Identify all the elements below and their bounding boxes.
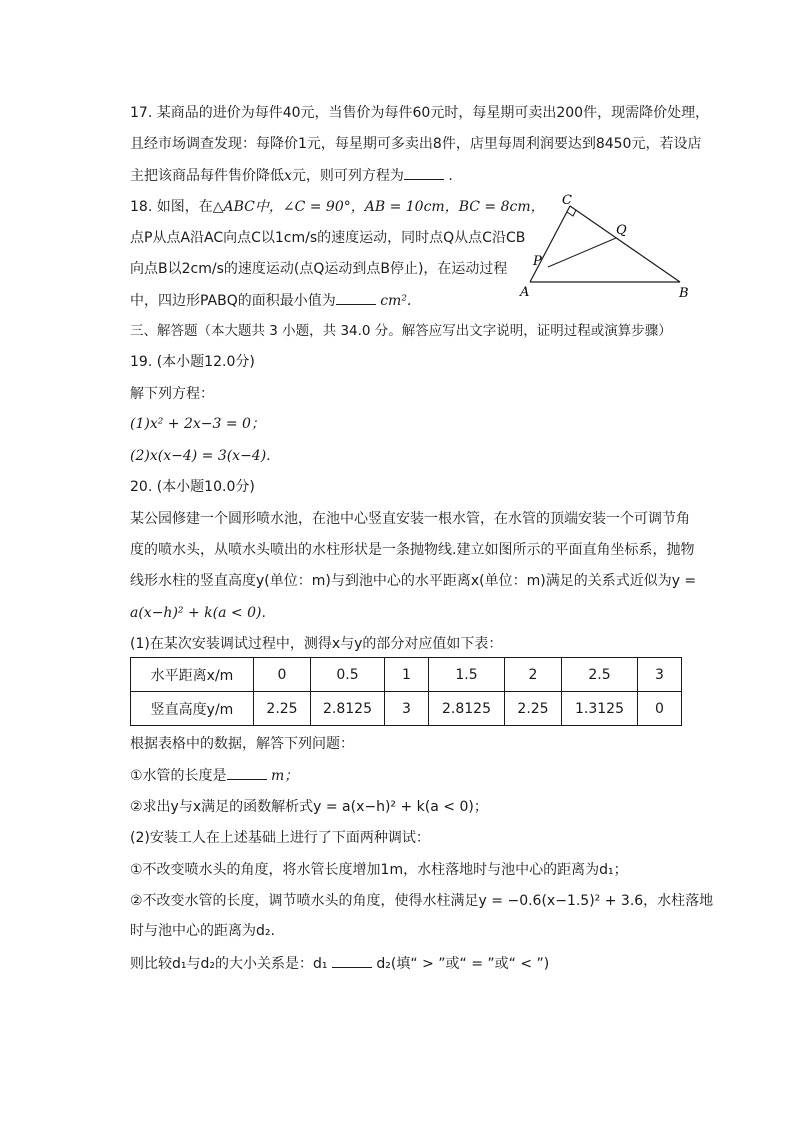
q20-after-table: 根据表格中的数据，解答下列问题： — [130, 736, 354, 752]
q17-line1: 17. 某商品的进价为每件40元，当售价为每件60元时，每星期可卖出200件，现需降价处理， — [130, 105, 710, 121]
q18-line2: 点P从点A沿AC向点C以1cm/s的速度运动，同时点Q从点C沿CB — [130, 230, 526, 246]
table-row-label: 竖直高度y/m — [131, 692, 254, 726]
q20-adj2: ②不改变水管的长度，调节喷水头的角度，使得水柱满足y = −0.6(x−1.5)² + 3.6，水柱落地 — [130, 893, 714, 909]
table-cell: 0 — [638, 692, 682, 726]
label-p: P — [533, 254, 542, 269]
q19-header: 19. (本小题12.0分) — [130, 354, 255, 370]
q18-line4 — [130, 290, 411, 312]
table-cell: 0.5 — [311, 658, 385, 692]
q19-intro: 解下列方程： — [130, 386, 214, 402]
label-a: A — [520, 285, 530, 300]
q20-compare — [130, 953, 549, 975]
q18-line1-math: △ABC中，∠C = 90°，AB = 10cm，BC = 8cm， — [212, 199, 545, 215]
q18-unit: cm². — [375, 293, 412, 309]
q20-p2: 度的喷水头，从喷水头喷出的水柱形状是一条抛物线.建立如图所示的平面直角坐标系，抛物 — [130, 542, 695, 558]
q17-line3-text2: 元，则可列方程为 — [291, 168, 404, 184]
table-cell: 2.8125 — [311, 692, 385, 726]
triangle-figure — [515, 192, 695, 302]
q20-sub1 — [130, 765, 298, 787]
side-cb — [570, 206, 680, 282]
q20-compare-text: 则比较d₁与d₂的大小关系是：d₁ — [130, 956, 332, 972]
q17-line3-text: 主把该商品每件售价降低 — [130, 168, 284, 184]
q20-p4: a(x−h)² + k(a < 0). — [130, 605, 266, 621]
table-cell: 2.5 — [562, 658, 638, 692]
table-cell: 1.5 — [429, 658, 505, 692]
q18-line1-text: 18. 如图，在 — [130, 199, 213, 215]
q20-p3: 线形水柱的竖直高度y(单位：m)与到池中心的水平距离x(单位：m)满足的关系式近似为y = — [130, 573, 697, 589]
table-row — [131, 658, 682, 692]
segment-pq — [548, 238, 616, 267]
label-b: B — [679, 286, 689, 301]
q20-part1: (1)在某次安装调试过程中，测得x与y的部分对应值如下表： — [130, 636, 503, 652]
q17-line3-end: . — [443, 168, 453, 184]
q20-header: 20. (本小题10.0分) — [130, 479, 255, 495]
q17-answer-blank[interactable] — [404, 165, 444, 180]
table-cell: 0 — [254, 658, 311, 692]
table-cell: 2.25 — [254, 692, 311, 726]
table-cell: 1 — [385, 658, 429, 692]
q20-sub1-blank[interactable] — [227, 765, 267, 780]
table-cell: 2.25 — [505, 692, 562, 726]
q20-sub1-text: ①水管的长度是 — [130, 768, 227, 784]
q20-p1: 某公园修建一个圆形喷水池，在池中心竖直安装一根水管，在水管的顶端安装一个可调节角 — [130, 511, 690, 527]
q17-line2: 且经市场调查发现：每降价1元，每星期可多卖出8件，店里每周利润要达到8450元，若设店 — [130, 136, 702, 152]
table-cell: 3 — [638, 658, 682, 692]
table-cell: 2.8125 — [429, 692, 505, 726]
q19-eq2: (2)x(x−4) = 3(x−4). — [130, 448, 271, 464]
q18-line4-text: 中，四边形PABQ的面积最小值为 — [130, 293, 336, 309]
q17-line3 — [130, 165, 453, 187]
table-cell: 2 — [505, 658, 562, 692]
q20-part2: (2)安装工人在上述基础上进行了下面两种调试： — [130, 830, 430, 846]
table-row-label: 水平距离x/m — [131, 658, 254, 692]
right-angle-mark — [567, 210, 576, 216]
q18-line1 — [130, 197, 545, 219]
side-ac — [530, 206, 570, 282]
table-row — [131, 692, 682, 726]
q17-variable: x — [284, 168, 292, 184]
q18-line3: 向点B以2cm/s的速度运动(点Q运动到点B停止)，在运动过程 — [130, 261, 508, 277]
q20-compare-text2: d₂(填“ > ”或“ = ”或“ < ”) — [371, 956, 550, 972]
label-c: C — [562, 193, 572, 208]
table-cell: 1.3125 — [562, 692, 638, 726]
xy-table — [130, 657, 682, 726]
q20-adj2b: 时与池中心的距离为d₂. — [130, 923, 275, 939]
q20-compare-blank[interactable] — [332, 953, 372, 968]
label-q: Q — [616, 223, 627, 238]
q20-sub2: ②求出y与x满足的函数解析式y = a(x−h)² + k(a < 0)； — [130, 799, 488, 815]
q20-sub1-unit: m； — [266, 768, 299, 784]
q19-eq1: (1)x² + 2x−3 = 0； — [130, 416, 265, 432]
q18-answer-blank[interactable] — [336, 290, 376, 305]
table-cell: 3 — [385, 692, 429, 726]
section3-header: 三、解答题（本大题共 3 小题，共 34.0 分。解答应写出文字说明，证明过程或演算步骤） — [130, 323, 672, 339]
q20-adj1: ①不改变喷水头的角度，将水管长度增加1m，水柱落地时与池中心的距离为d₁； — [130, 862, 628, 878]
